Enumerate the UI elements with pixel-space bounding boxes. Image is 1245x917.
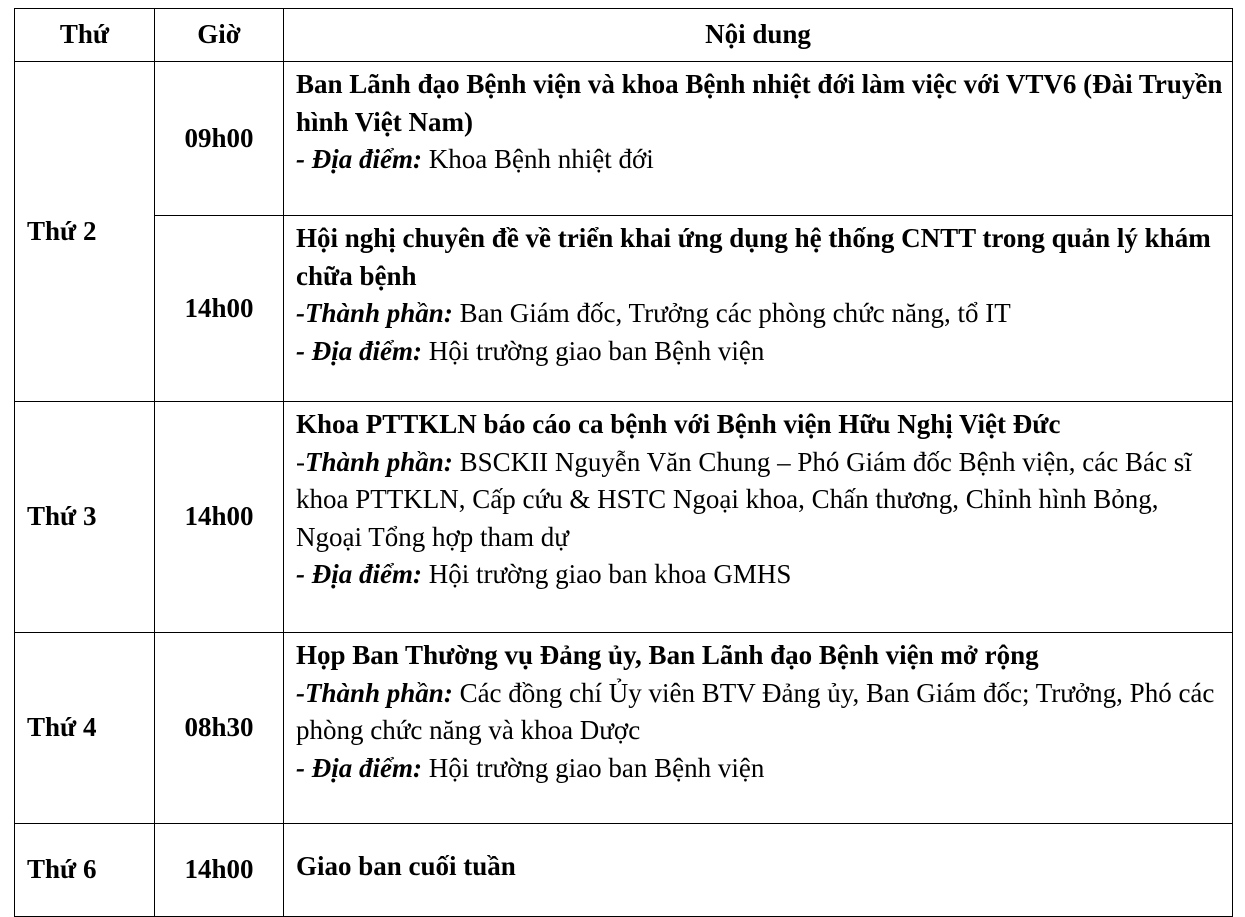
members-label: -Thành phần: (296, 677, 453, 708)
location-value: Hội trường giao ban khoa GMHS (421, 559, 792, 589)
day-cell: Thứ 2 (15, 62, 155, 402)
content-cell (284, 402, 1233, 633)
members-prefix: - (296, 446, 305, 477)
location-value: Hội trường giao ban Bệnh viện (421, 752, 765, 783)
table-row (15, 824, 1233, 917)
time-cell: 14h00 (155, 216, 284, 402)
location-line (296, 556, 1224, 594)
content-cell (284, 62, 1233, 216)
time-cell: 14h00 (155, 402, 284, 633)
location-line (296, 333, 1224, 371)
header-content: Nội dung (284, 9, 1233, 62)
location-value: Khoa Bệnh nhiệt đới (421, 144, 654, 174)
day-cell: Thứ 3 (15, 402, 155, 633)
members-label: -Thành phần: (296, 298, 453, 328)
members-line (296, 295, 1224, 333)
content-cell (284, 633, 1233, 824)
time-cell: 09h00 (155, 62, 284, 216)
members-label: Thành phần: (305, 446, 453, 477)
location-label: - Địa điểm: (296, 752, 422, 783)
event-title: Ban Lãnh đạo Bệnh viện và khoa Bệnh nhiệt đới làm việc với VTV6 (Đài Truyền hình Việt Nam) (296, 69, 1223, 137)
event-title: Hội nghị chuyên đề về triển khai ứng dụng hệ thống CNTT trong quản lý khám chữa bệnh (296, 223, 1211, 291)
time-cell: 14h00 (155, 824, 284, 917)
location-value: Hội trường giao ban Bệnh viện (421, 335, 765, 366)
location-label: - Địa điểm: (296, 335, 422, 366)
event-title: Họp Ban Thường vụ Đảng ủy, Ban Lãnh đạo Bệnh viện mở rộng (296, 640, 1039, 670)
content-cell (284, 824, 1233, 917)
members-line (296, 675, 1224, 750)
header-day: Thứ (15, 9, 155, 62)
location-line (296, 750, 1224, 788)
location-line (296, 141, 1224, 179)
day-cell: Thứ 6 (15, 824, 155, 917)
members-value: Ban Giám đốc, Trưởng các phòng chức năng, tổ IT (452, 298, 1011, 328)
members-value: BSCKII Nguyễn Văn Chung – Phó Giám đốc Bệnh viện, các Bác sĩ khoa PTTKLN, Cấp cứu & HSTC Ngoại khoa, Chấn thương, Chỉnh hình Bỏng, Ngoại Tổng hợp tham dự (296, 446, 1192, 552)
header-row (15, 9, 1233, 62)
time-cell: 08h30 (155, 633, 284, 824)
members-line (296, 444, 1224, 557)
location-label: - Địa điểm: (296, 144, 422, 174)
day-cell: Thứ 4 (15, 633, 155, 824)
content-cell (284, 216, 1233, 402)
table-row (15, 216, 1233, 402)
event-title: Giao ban cuối tuần (296, 851, 516, 882)
table-row (15, 62, 1233, 216)
schedule-table (14, 8, 1233, 917)
table-row (15, 633, 1233, 824)
table-row (15, 402, 1233, 633)
event-title: Khoa PTTKLN báo cáo ca bệnh với Bệnh viện Hữu Nghị Việt Đức (296, 409, 1061, 439)
location-label: - Địa điểm: (296, 559, 422, 589)
header-time: Giờ (155, 9, 284, 62)
members-value: Các đồng chí Ủy viên BTV Đảng ủy, Ban Giám đốc; Trưởng, Phó các phòng chức năng và khoa Dược (296, 677, 1215, 745)
